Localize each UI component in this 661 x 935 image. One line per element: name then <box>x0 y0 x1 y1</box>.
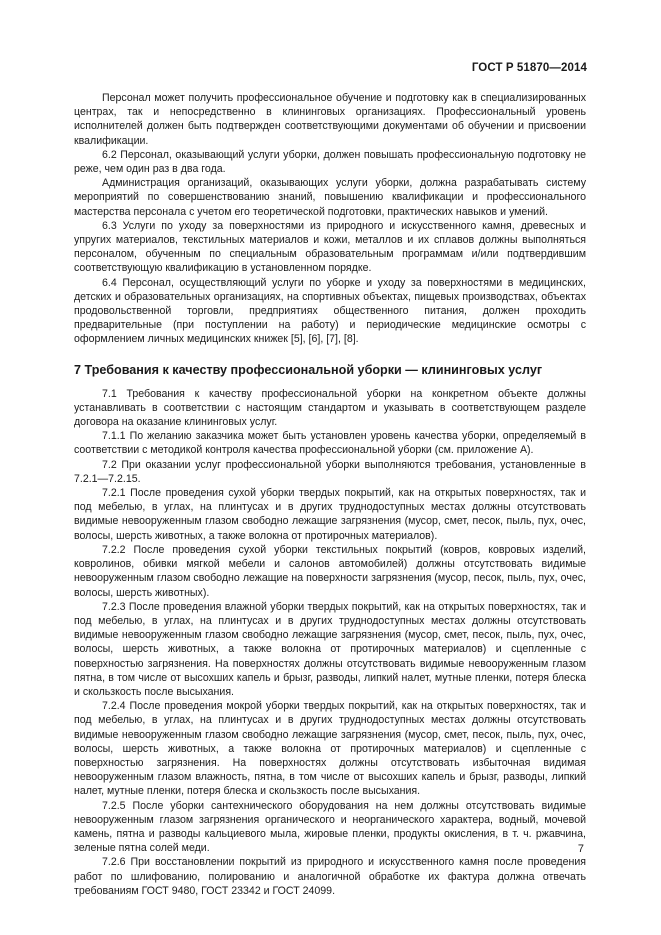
paragraph: Администрация организаций, оказывающих услуги уборки, должна разрабатывать систему мероприятий по совершенствованию знаний, повышению квалификации и профессионального мастерства персонала с учетом его теоретической подготовки, практических навыков и умений. <box>74 177 586 218</box>
paragraph: 6.3 Услуги по уходу за поверхностями из природного и искусственного камня, древесных и упругих материалов, текстильных материалов и кожи, металлов и их сплавов должны выполняться персоналом, обученным по специальным образовательным программам и/или подтвердившим соответствующую квалификацию в установленном порядке. <box>74 219 586 275</box>
paragraph: 7.2.3 После проведения влажной уборки твердых покрытий, как на открытых поверхностях, так и под мебелью, в углах, на плинтусах и в других труднодоступных местах должны отсутствовать видимые невооруженным глазом свободно лежащие загрязнения (мусор, смет, песок, пыль, пух, очес, волосы, шерсть животных, а также волокна от протирочных материалов) и сцепленные с поверхностью загрязнения. На поверхностях должны отсутствовать видимые невооруженным глазом пятна, в том числе от высохших капель и брызг, разводы, липкий налет, мутные пленки, потеря блеска и скользкость после высыхания. <box>74 600 586 698</box>
paragraph: 7.2.4 После проведения мокрой уборки твердых покрытий, как на открытых поверхностях, так и под мебелью, в углах, на плинтусах и в других труднодоступных местах должны отсутствовать видимые невооруженным глазом свободно лежащие загрязнения (мусор, смет, песок, пыль, пух, очес, волосы, шерсть животных, а также волокна от протирочных материалов) и сцепленные с поверхностью загрязнения. На поверхностях должны отсутствовать избыточная видимая невооруженным глазом влажность, пятна, в том числе от высохших капель и брызг, разводы, липкий налет, мутные пленки, потеря блеска и скользкость после высыхания. <box>74 700 586 798</box>
section-title: 7 Требования к качеству профессиональной уборки — клининговых услуг <box>74 362 543 377</box>
paragraph: 7.2.5 После уборки сантехнического оборудования на нем должны отсутствовать видимые невооруженным глазом загрязнения органического и неорганического характера, водный, мочевой камень, пятна и разводы кальциевого мыла, жировые пленки, продукты окисления, в т. ч. ржавчина, зеленые пятна солей меди. <box>74 799 586 855</box>
document-header: ГОСТ Р 51870—2014 <box>471 62 587 74</box>
paragraph: 7.2.1 После проведения сухой уборки твердых покрытий, как на открытых поверхностях, так и под мебелью, в углах, на плинтусах и в других труднодоступных местах должны отсутствовать видимые невооруженным глазом свободно лежащие загрязнения (мусор, смет, песок, пыль, пух, очес, волосы, шерсть животных, а также волокна от протирочных материалов). <box>74 487 586 542</box>
paragraph: 7.2.2 После проведения сухой уборки текстильных покрытий (ковров, ковровых изделий, ковролинов, обивки мягкой мебели и салонов автомобилей) должны отсутствовать видимые невооруженным глазом свободно лежащие на поверхности загрязнения (мусор, песок, пыль, пух, очес, волосы, шерсть животных). <box>74 543 586 599</box>
paragraph: 6.2 Персонал, оказывающий услуги уборки, должен повышать профессиональную подготовку не реже, чем один раз в два года. <box>74 148 586 176</box>
paragraph: 7.2 При оказании услуг профессиональной уборки выполняются требования, установленные в 7.2.1—7.2.15. <box>74 458 586 485</box>
paragraph: 7.1.1 По желанию заказчика может быть установлен уровень качества уборки, определяемый в соответствии с методикой контроля качества профессиональной уборки (см. приложение А). <box>74 430 586 457</box>
paragraph: 7.1 Требования к качеству профессиональной уборки на конкретном объекте должны устанавливать в соответствии с настоящим стандартом и указывать в соответствующем разделе договора на оказание клининговых услуг. <box>74 387 586 429</box>
paragraph: Персонал может получить профессиональное обучение и подготовку как в специализированных центрах, так и непосредственно в клининговых организациях. Профессиональный уровень исполнителей должен быть подтвержден соответствующими документами об обучении и присвоении квалификации. <box>74 92 586 147</box>
paragraph: 6.4 Персонал, осуществляющий услуги по уборке и уходу за поверхностями в медицинских, детских и образовательных организациях, на спортивных объектах, пищевых производствах, объектах продовольственной торговли, предприятиях общественного питания, должен проходить предварительные (при поступлении на работу) и периодические медицинские осмотры с оформлением личных медицинских книжек [5], [6], [7], [8]. <box>74 276 586 346</box>
paragraph: 7.2.6 При восстановлении покрытий из природного и искусственного камня после проведения работ по шлифованию, полированию и аналогичной обработке их фактура должна отвечать требованиям ГОСТ 9480, ГОСТ 23342 и ГОСТ 24099. <box>74 856 586 897</box>
page-body <box>74 91 586 898</box>
page-number: 7 <box>577 843 584 855</box>
